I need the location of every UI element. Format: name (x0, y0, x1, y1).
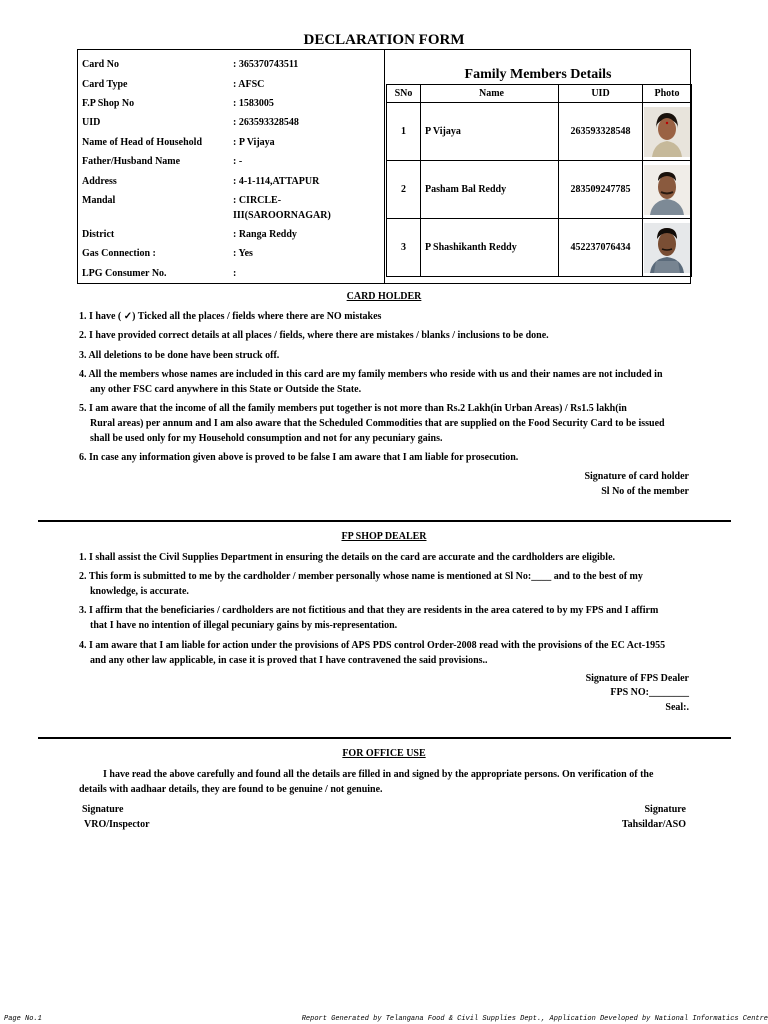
report-footer: Report Generated by Telangana Food & Civil Supplies Dept., Application Developed by National Informatics Centre (301, 1015, 768, 1023)
row-name: P Shashikanth Reddy (421, 219, 559, 277)
row-photo (643, 161, 692, 219)
father-husband-label: Father/Husband Name (82, 156, 181, 167)
table-header-row (387, 85, 692, 103)
header-sno: SNo (387, 85, 421, 103)
section-divider (38, 737, 731, 739)
card-holder-title (0, 291, 768, 302)
member-photo (644, 165, 690, 215)
item-line: that I have no intention of illegal pecuniary gains by mis-representation. (90, 620, 398, 631)
row-name: Pasham Bal Reddy (421, 161, 559, 219)
item-line: 3. I affirm that the beneficiaries / cardholders are not fictitious and that they are residents in the area catered to by my FPS and I affirm (79, 605, 659, 616)
row-sno: 3 (387, 219, 421, 277)
card-no-label: Card No (82, 59, 119, 70)
family-members-table (386, 84, 692, 277)
card-holder-item-1: 1. I have ( ✓) Ticked all the places / fields where there are NO mistakes (79, 311, 382, 322)
item-line: shall be used only for my Household consumption and not for any pecuniary gains. (90, 433, 443, 444)
card-holder-item-4 (79, 367, 691, 397)
card-no-value: : 365370743511 (233, 59, 299, 70)
section-divider (38, 520, 731, 522)
card-holder-signature: Signature of card holder (584, 471, 689, 482)
box-divider (384, 49, 385, 284)
fp-dealer-item-2 (79, 569, 691, 599)
address-value: : 4-1-114,ATTAPUR (233, 176, 320, 187)
item-line: 5. I am aware that the income of all the family members put together is not more than Rs.2 Lakh(in Urban Areas) / Rs1.5 lakh(in (79, 403, 627, 414)
tahsildar-signature: Signature (644, 804, 686, 815)
vro-signature: Signature (82, 804, 124, 815)
lpg-consumer-label: LPG Consumer No. (82, 268, 167, 279)
item-line: 4. I am aware that I am liable for action under the provisions of APS PDS control Order-2008 read with the provisions of the EC Act-1955 (79, 640, 666, 651)
card-holder-item-5 (79, 401, 691, 446)
row-photo (643, 219, 692, 277)
gas-connection-label: Gas Connection : (82, 248, 156, 259)
office-use-title (0, 748, 768, 759)
member-photo (644, 107, 690, 157)
mandal-value: : CIRCLE- (233, 195, 282, 206)
item-line: 2. This form is submitted to me by the cardholder / member personally whose name is mentioned at Sl No:____ and to the best of my (79, 571, 643, 582)
head-of-household-value: : P Vijaya (233, 137, 275, 148)
fp-dealer-item-3 (79, 603, 691, 633)
fp-shop-no-label: F.P Shop No (82, 98, 135, 109)
gas-connection-value: : Yes (233, 248, 253, 259)
card-holder-title-text: CARD HOLDER (346, 291, 422, 302)
card-holder-item-2: 2. I have provided correct details at all places / fields, where there are mistakes / blanks / inclusions to be done. (79, 330, 549, 341)
row-name: P Vijaya (421, 103, 559, 161)
header-photo: Photo (643, 85, 692, 103)
address-label: Address (82, 176, 117, 187)
row-uid: 452237076434 (559, 219, 643, 277)
family-members-title: Family Members Details (464, 67, 612, 82)
item-line: 4. All the members whose names are included in this card are my family members who reside with us and their names are not included in (79, 369, 663, 380)
row-sno: 1 (387, 103, 421, 161)
fp-dealer-title-text: FP SHOP DEALER (341, 531, 427, 542)
header-uid: UID (559, 85, 643, 103)
row-sno: 2 (387, 161, 421, 219)
row-photo (643, 103, 692, 161)
fp-shop-no-value: : 1583005 (233, 98, 274, 109)
fps-no: FPS NO:________ (610, 687, 689, 698)
item-line: any other FSC card anywhere in this State or Outside the State. (90, 384, 362, 395)
lpg-consumer-value: : (233, 268, 237, 279)
table-row (387, 161, 692, 219)
card-type-label: Card Type (82, 79, 128, 90)
fp-dealer-item-4 (79, 638, 691, 668)
district-value: : Ranga Reddy (233, 229, 297, 240)
seal: Seal:. (665, 702, 689, 713)
head-of-household-label: Name of Head of Household (82, 137, 202, 148)
item-line: and any other law applicable, in case it is proved that I have contravened the said provisions.. (90, 655, 488, 666)
table-row (387, 103, 692, 161)
uid-value: : 263593328548 (233, 117, 299, 128)
fps-dealer-signature: Signature of FPS Dealer (585, 673, 689, 684)
office-para-line1: I have read the above carefully and found all the details are filled in and signed by the appropriate persons. On verification of the (103, 769, 654, 780)
item-line: Rural areas) per annum and I am also aware that the Scheduled Commodities that are supplied on the Food Security Card to be issued (90, 418, 665, 429)
item-line: knowledge, is accurate. (90, 586, 189, 597)
office-use-title-text: FOR OFFICE USE (342, 748, 426, 759)
fp-dealer-title (0, 531, 768, 542)
tahsildar-aso: Tahsildar/ASO (621, 819, 686, 830)
office-para-line2: details with aadhaar details, they are found to be genuine / not genuine. (79, 784, 383, 795)
vro-inspector: VRO/Inspector (84, 819, 150, 830)
page-number: Page No.1 (4, 1015, 42, 1023)
father-husband-value: : - (233, 156, 243, 167)
header-name: Name (421, 85, 559, 103)
row-uid: 263593328548 (559, 103, 643, 161)
member-sl-no: Sl No of the member (601, 486, 689, 497)
form-title: DECLARATION FORM (303, 32, 465, 48)
table-row (387, 219, 692, 277)
card-holder-item-3: 3. All deletions to be done have been struck off. (79, 350, 280, 361)
uid-label: UID (82, 117, 101, 128)
fp-dealer-item-1: 1. I shall assist the Civil Supplies Department in ensuring the details on the card are accurate and the cardholders are eligible. (79, 552, 616, 563)
mandal-value-cont: III(SAROORNAGAR) (233, 210, 331, 221)
row-uid: 283509247785 (559, 161, 643, 219)
mandal-label: Mandal (82, 195, 116, 206)
member-photo (644, 223, 690, 273)
district-label: District (82, 229, 115, 240)
card-type-value: : AFSC (233, 79, 265, 90)
card-holder-item-6: 6. In case any information given above is proved to be false I am aware that I am liable for prosecution. (79, 452, 519, 463)
